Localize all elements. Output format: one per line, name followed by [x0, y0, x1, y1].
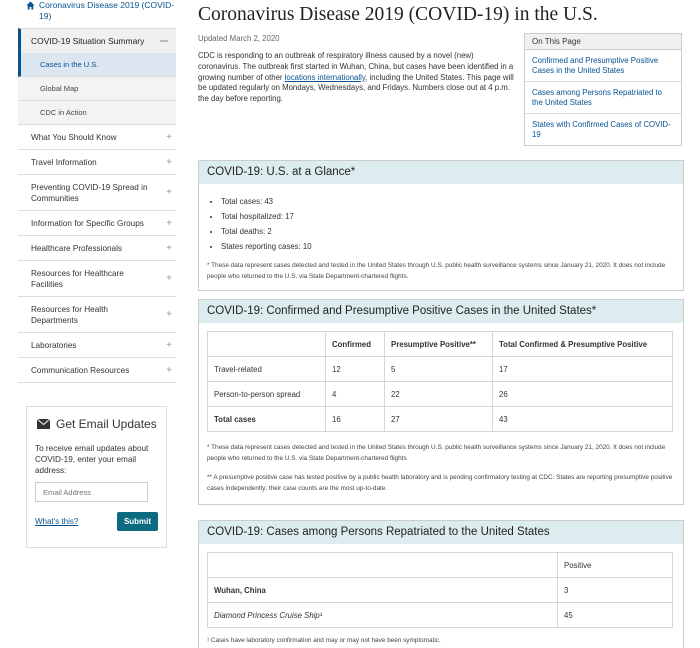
plus-icon: +: [166, 242, 172, 254]
table-cell: 5: [385, 357, 493, 382]
table-cell: Total cases: [208, 407, 326, 432]
email-footer: [35, 512, 158, 531]
email-description: To receive email updates about COVID-19, enter your email address:: [35, 444, 149, 475]
intro-text-b: , including the United States. This page will be updated regularly on Mondays, Wednesdays, and Fridays. Numbers close out at 4 p.m. the day before reporting.: [198, 72, 514, 104]
table-header: Confirmed: [326, 332, 385, 357]
plus-icon: +: [166, 217, 172, 229]
table-cell: 27: [385, 407, 493, 432]
nav-item-health-departments[interactable]: [18, 297, 176, 333]
table-cell: 22: [385, 382, 493, 407]
page-title: Coronavirus Disease 2019 (COVID-19) in the U.S.: [198, 4, 598, 25]
nav-item-healthcare-facilities[interactable]: [18, 261, 176, 297]
updated-date: Updated March 2, 2020: [198, 34, 280, 43]
table-header: [208, 332, 326, 357]
glance-footnote: * These data represent cases detected and tested in the United States through U.S. public health surveillance systems since January 21, 2020. It does not include people who returned to the U.S. via State Department-chartered flights.: [207, 262, 666, 280]
nav-item-label: What You Should Know: [31, 132, 117, 142]
table-cell: Diamond Princess Cruise Ship¹: [208, 603, 558, 628]
plus-icon: +: [166, 309, 172, 320]
nav-item-label: Healthcare Professionals: [31, 243, 123, 253]
intro-text-a: CDC is responding to an outbreak of respiratory illness caused by a novel (new) coronavirus. The outbreak first started in Wuhan, China, but cases have been identified in a growing number of other: [198, 51, 514, 82]
table-header: Total Confirmed & Presumptive Positive: [493, 332, 673, 357]
list-item: • States reporting cases: 10: [221, 239, 683, 254]
plus-icon: +: [166, 273, 172, 284]
confirmed-footnote-1: * These data represent cases detected and tested in the United States through U.S. public health surveillance systems since January 21, 2020. It does not include people who returned to the U.S. via State Department-chartered flights: [207, 444, 666, 462]
table-header-row: [208, 332, 673, 357]
table-row-total: [208, 407, 673, 432]
nav-item-label: Communication Resources: [31, 365, 130, 375]
nav-item-what-you-should-know[interactable]: [18, 125, 176, 150]
plus-icon: +: [166, 187, 172, 198]
email-title-row: [37, 417, 158, 431]
on-this-page-heading: On This Page: [525, 34, 681, 50]
main-content: [198, 0, 686, 644]
nav-item-preventing-spread[interactable]: [18, 175, 176, 211]
table-cell: 43: [493, 407, 673, 432]
table-cell: 45: [558, 603, 673, 628]
table-cell: 12: [326, 357, 385, 382]
nav-item-label: Information for Specific Groups: [31, 218, 144, 228]
on-this-page-box: [524, 33, 682, 146]
nav-sub-cases-us[interactable]: Cases in the U.S.: [18, 53, 176, 77]
list-item: • Total cases: 43: [221, 194, 683, 209]
nav-sub-cdc-action[interactable]: CDC in Action: [18, 101, 176, 125]
list-item: • Total deaths: 2: [221, 224, 683, 239]
submit-button[interactable]: Submit: [117, 512, 158, 531]
email-signup-box: [26, 406, 167, 548]
nav-sub-global-map[interactable]: Global Map: [18, 77, 176, 101]
minus-icon: [160, 37, 168, 45]
table-cell: 17: [493, 357, 673, 382]
table-cell: 3: [558, 578, 673, 603]
table-cell: Travel-related: [208, 357, 326, 382]
repatriated-card: [198, 520, 684, 648]
plus-icon: +: [166, 339, 172, 351]
table-row: [208, 578, 673, 603]
table-header: Presumptive Positive**: [385, 332, 493, 357]
confirmed-heading: COVID-19: Confirmed and Presumptive Positive Cases in the United States*: [199, 300, 683, 323]
table-row: [208, 357, 673, 382]
table-header: Positive: [558, 553, 673, 578]
nav-situation-summary-label: COVID-19 Situation Summary: [31, 36, 145, 46]
table-cell: 4: [326, 382, 385, 407]
nav-item-label: Resources for Healthcare Facilities: [31, 268, 124, 289]
nav-item-label: Resources for Health Departments: [31, 304, 108, 325]
nav-home-link[interactable]: [18, 0, 176, 28]
table-header: [208, 553, 558, 578]
table-cell: 26: [493, 382, 673, 407]
confirmed-card: [198, 299, 684, 505]
confirmed-footnote-2: ** A presumptive positive case has tested positive by a public health laboratory and is pending confirmatory testing at CDC. States are reporting presumptive positive cases independently; their case counts are the most up-to-date.: [207, 474, 673, 492]
confirmed-table: [207, 331, 673, 432]
nav-item-label: Preventing COVID-19 Spread in Communities: [31, 182, 148, 203]
table-cell: 16: [326, 407, 385, 432]
table-cell: Person-to-person spread: [208, 382, 326, 407]
intro-paragraph: [198, 51, 516, 105]
home-icon: [26, 1, 35, 10]
list-item: • Total hospitalized: 17: [221, 209, 683, 224]
nav-item-label: Travel Information: [31, 157, 97, 167]
repatriated-table: [207, 552, 673, 628]
email-title: Get Email Updates: [56, 417, 157, 431]
onpage-link-confirmed[interactable]: Confirmed and Presumptive Positive Cases in the United States: [525, 50, 681, 82]
envelope-icon: [37, 419, 50, 429]
table-row: [208, 603, 673, 628]
onpage-link-states[interactable]: States with Confirmed Cases of COVID-19: [532, 120, 671, 139]
repatriated-heading: COVID-19: Cases among Persons Repatriated to the United States: [199, 521, 683, 544]
onpage-link-repatriated[interactable]: Cases among Persons Repatriated to the United States: [525, 82, 681, 114]
glance-list: [199, 184, 683, 254]
nav-item-travel[interactable]: [18, 150, 176, 175]
glance-heading: COVID-19: U.S. at a Glance*: [199, 161, 683, 184]
table-cell: Wuhan, China: [208, 578, 558, 603]
table-row: [208, 382, 673, 407]
whats-this-link[interactable]: What's this?: [35, 517, 79, 526]
repatriated-footnote: ¹ Cases have laboratory confirmation and may or may not have been symptomatic.: [207, 637, 441, 644]
locations-link[interactable]: locations internationally: [284, 72, 366, 82]
plus-icon: +: [166, 156, 172, 168]
nav-situation-summary[interactable]: [18, 28, 176, 53]
nav-item-healthcare-professionals[interactable]: [18, 236, 176, 261]
nav-item-communication[interactable]: [18, 358, 176, 383]
plus-icon: +: [166, 364, 172, 376]
glance-card: [198, 160, 684, 291]
left-nav: [18, 0, 176, 383]
nav-home-label: Coronavirus Disease 2019 (COVID-19): [39, 0, 175, 21]
email-field[interactable]: [35, 482, 148, 502]
plus-icon: +: [166, 131, 172, 143]
nav-item-label: Laboratories: [31, 340, 77, 350]
table-header-row: [208, 553, 673, 578]
nav-item-laboratories[interactable]: [18, 333, 176, 358]
nav-item-specific-groups[interactable]: [18, 211, 176, 236]
